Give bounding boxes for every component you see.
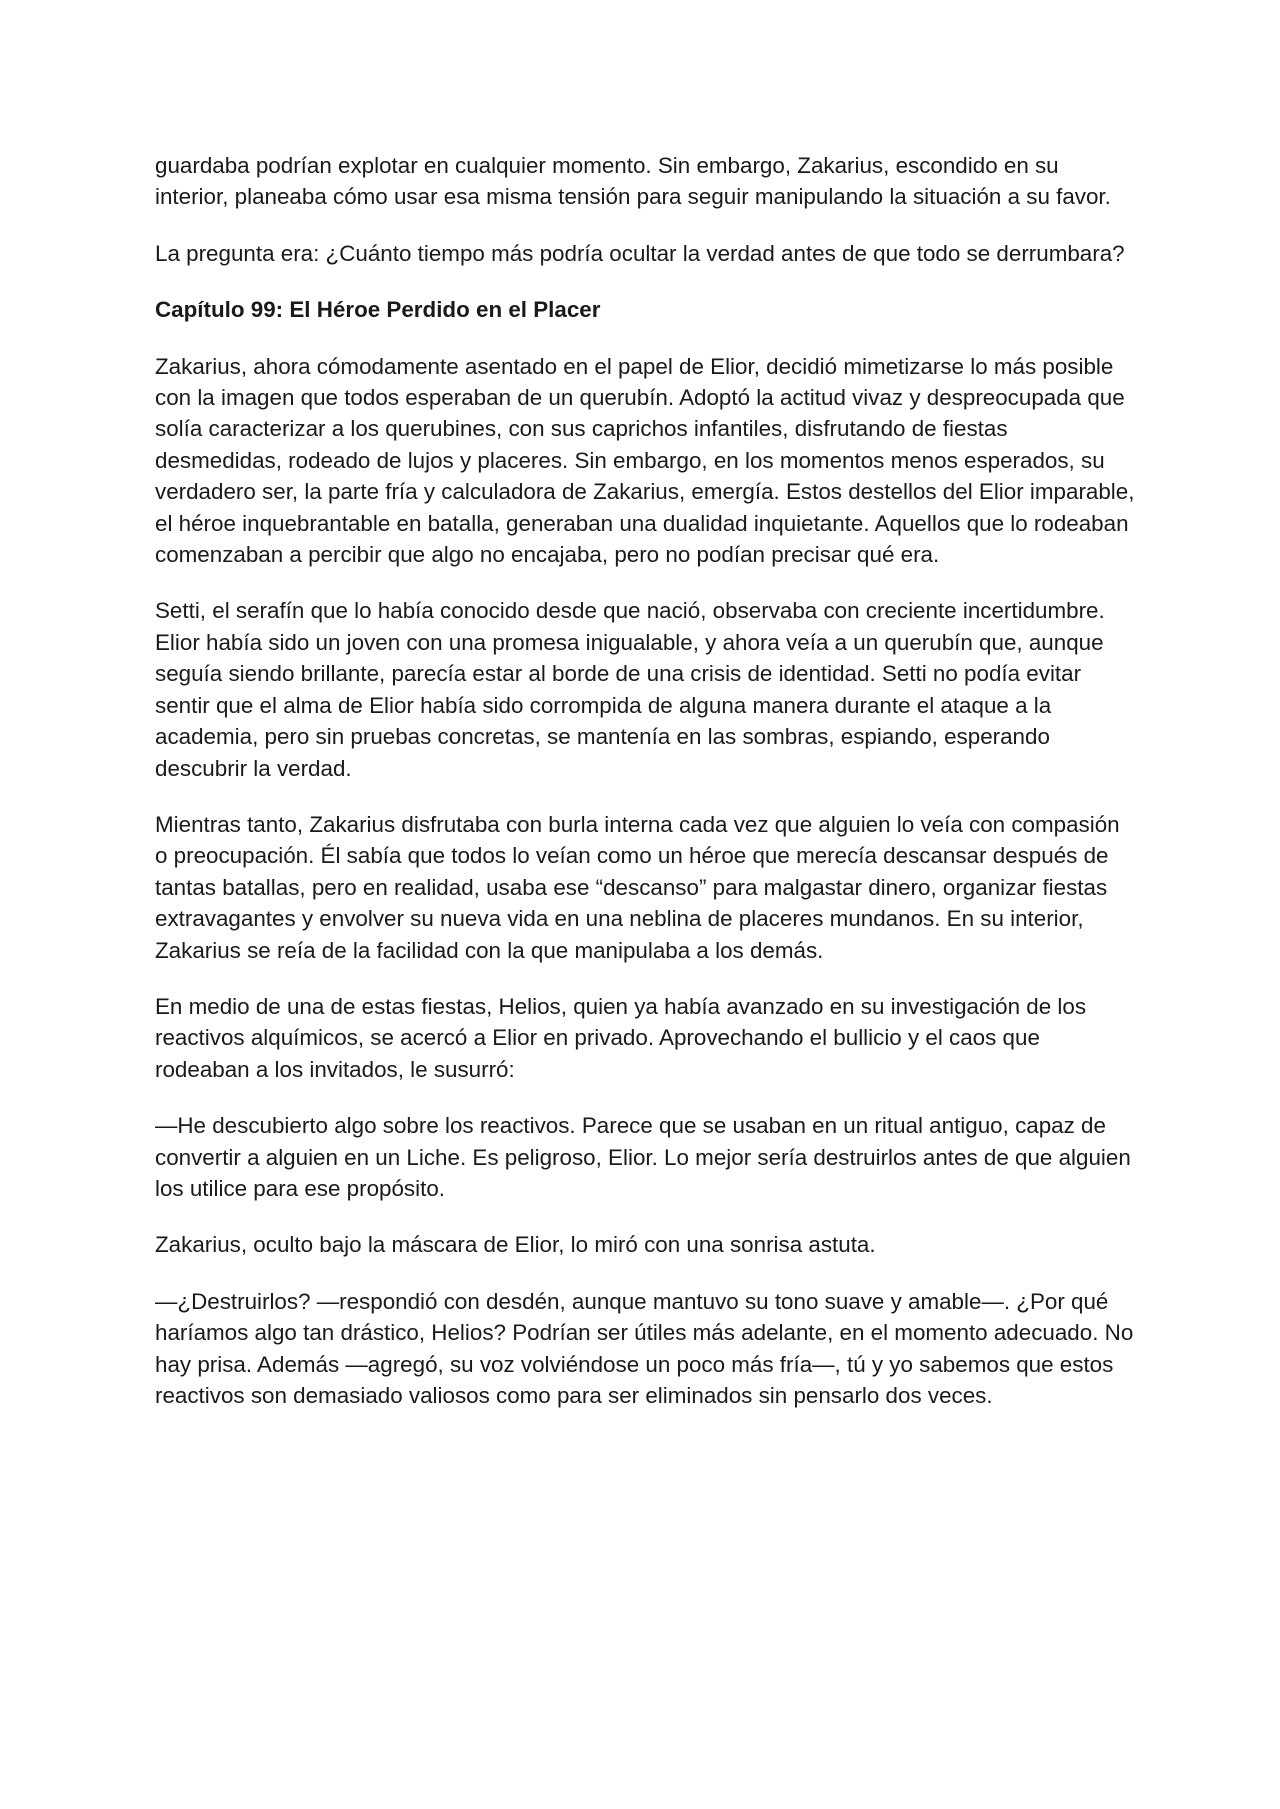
paragraph-helios: En medio de una de estas fiestas, Helios, quien ya había avanzado en su investigación de los reactivos alquímicos, se acercó a Elior en privado. Aprovechando el bullicio y el caos que rodeaban a los invitados, le susurró:: [155, 993, 1087, 1082]
paragraph-dialogue-zakarius: —¿Destruirlos? —respondió con desdén, aunque mantuvo su tono suave y amable—. ¿Por qué haríamos algo tan drástico, Helios? Podrían ser útiles más adelante, en el momento adecuado. No hay prisa. Además —agregó, su voz volviéndose un poco más fría—, tú y yo sabemos que estos reactivos son demasiado valiosos como para ser eliminados sin pensarlo dos veces.: [155, 1288, 1134, 1408]
paragraph-dialogue-helios: —He descubierto algo sobre los reactivos. Parece que se usaban en un ritual antiguo, capaz de convertir a alguien en un Liche. Es peligroso, Elior. Lo mejor sería destruirlos antes de que alguien los utilice para ese propósito.: [155, 1113, 1131, 1201]
chapter-heading: Capítulo 99: El Héroe Perdido en el Placer: [155, 297, 601, 323]
paragraph-setti: Setti, el serafín que lo había conocido desde que nació, observaba con creciente incertidumbre. Elior había sido un joven con una promesa inigualable, y ahora veía a un querubín que, aunque seguía siendo brillante, parecía estar al borde de una crisis de identidad. Setti no podía evitar sentir que el alma de Elior había sido corrompida de alguna manera durante el ataque a la academia, pero sin pruebas concretas, se mantenía en las sombras, espiando, esperando descubrir la verdad.: [155, 598, 1105, 781]
paragraph-zakarius-elior: Zakarius, ahora cómodamente asentado en el papel de Elior, decidió mimetizarse lo más posible con la imagen que todos esperaban de un querubín. Adoptó la actitud vivaz y despreocupada que solía caracterizar a los querubines, con sus caprichos infantiles, disfrutando de fiestas desmedidas, rodeado de lujos y placeres. Sin embargo, en los momentos menos esperados, su verdadero ser, la parte fría y calculadora de Zakarius, emergía. Estos destellos del Elior imparable, el héroe inquebrantable en batalla, generaban una dualidad inquietante. Aquellos que lo rodeaban comenzaban a percibir que algo no encajaba, pero no podían precisar qué era.: [155, 353, 1135, 568]
paragraph-continuation: guardaba podrían explotar en cualquier momento. Sin embargo, Zakarius, escondido en su interior, planeaba cómo usar esa misma tensión para seguir manipulando la situación a su favor.: [155, 153, 1111, 210]
paragraph-question: La pregunta era: ¿Cuánto tiempo más podría ocultar la verdad antes de que todo se derrumbara?: [155, 240, 1125, 266]
paragraph-mientras-tanto: Mientras tanto, Zakarius disfrutaba con burla interna cada vez que alguien lo veía con compasión o preocupación. Él sabía que todos lo veían como un héroe que merecía descansar después de tantas batallas, pero en realidad, usaba ese “descanso” para malgastar dinero, organizar fiestas extravagantes y envolver su nueva vida en una neblina de placeres mundanos. En su interior, Zakarius se reía de la facilidad con la que manipulaba a los demás.: [155, 811, 1120, 963]
document-page: [155, 150, 1135, 1436]
paragraph-sonrisa: Zakarius, oculto bajo la máscara de Elior, lo miró con una sonrisa astuta.: [155, 1232, 876, 1258]
